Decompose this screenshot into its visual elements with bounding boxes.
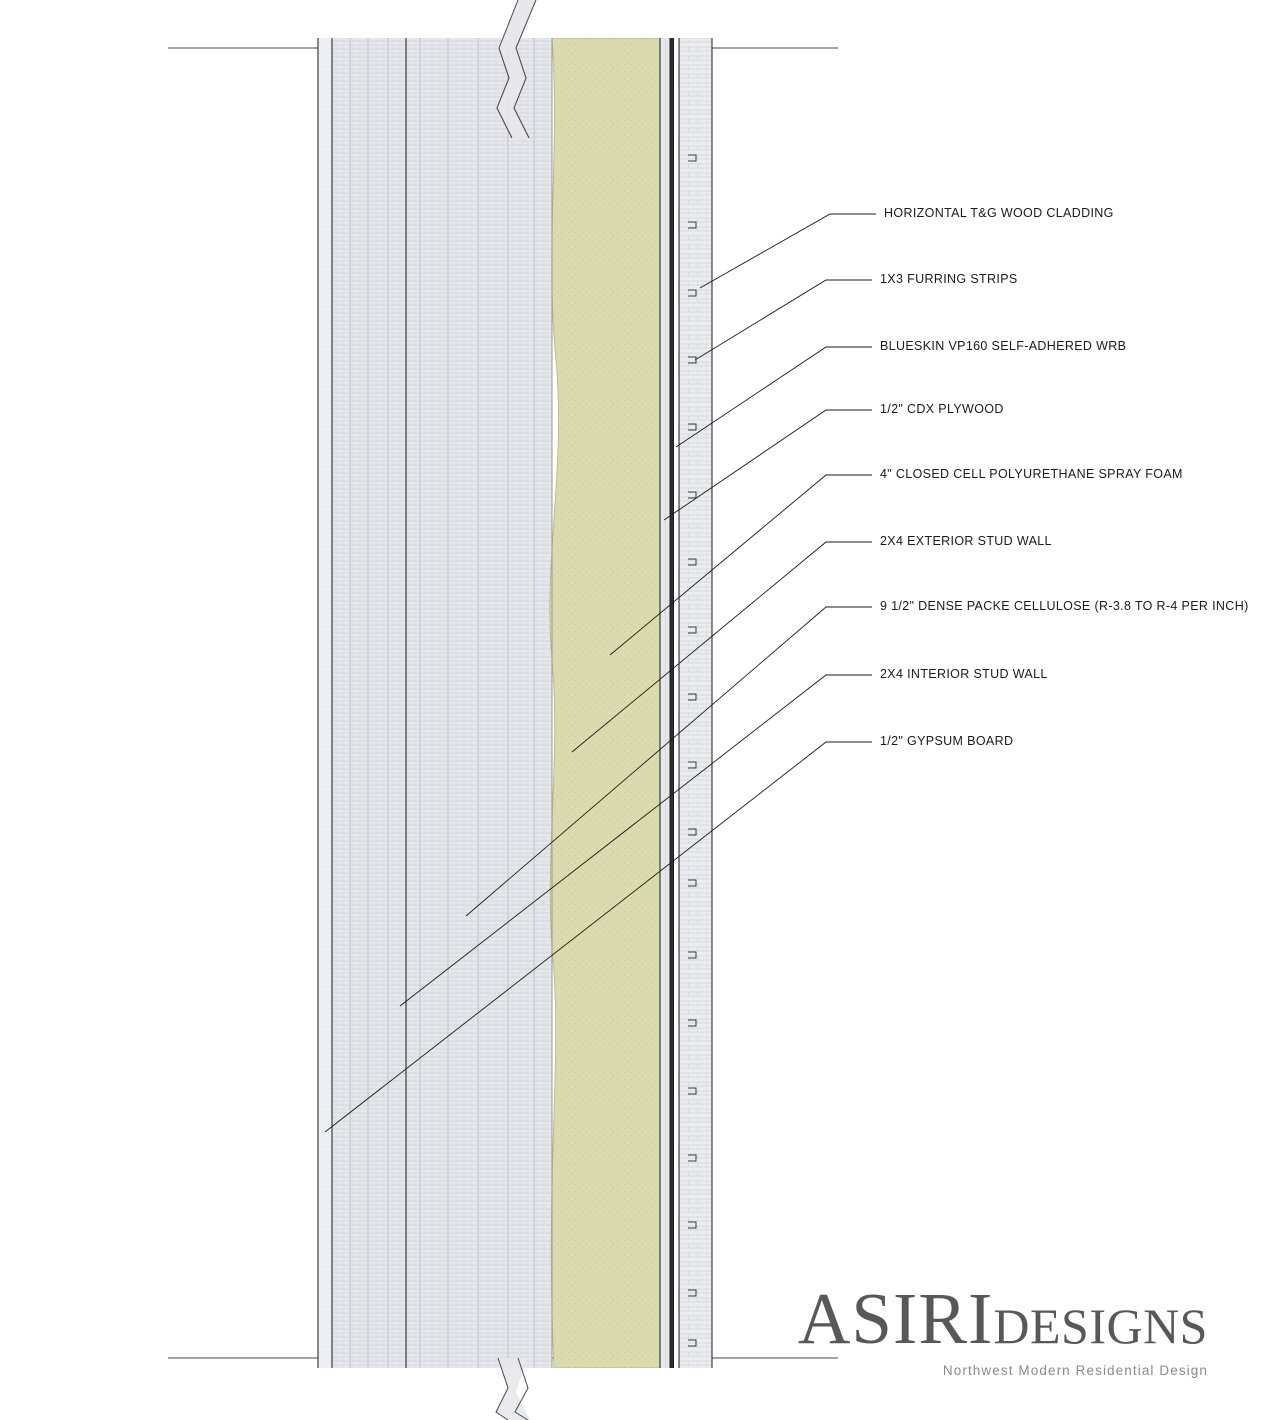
callout-label-wrb: BLUESKIN VP160 SELF-ADHERED WRB [880,339,1127,353]
layer-interior-stud-cavity [332,38,406,1368]
layer-spray-foam [550,38,660,1368]
logo-wordmark [797,1277,1208,1359]
callout-label-sprayfoam: 4" CLOSED CELL POLYURETHANE SPRAY FOAM [880,467,1183,481]
callout-label-cellulose: 9 1/2" DENSE PACKE CELLULOSE (R-3.8 TO R-4 PER INCH) [880,599,1249,613]
callout-label-cladding: HORIZONTAL T&G WOOD CLADDING [884,206,1114,220]
wall-assembly [318,38,712,1368]
leader-line-furring [695,280,872,360]
callout-label-int_stud: 2X4 INTERIOR STUD WALL [880,667,1048,681]
callout-label-gypsum: 1/2" GYPSUM BOARD [880,734,1014,748]
logo-secondary-text: DESIGNS [993,1297,1208,1354]
layer-furring-and-cladding [679,38,712,1368]
leader-line-cladding [700,214,876,288]
callout-label-ext_stud: 2X4 EXTERIOR STUD WALL [880,534,1052,548]
layer-gypsum-board [318,38,332,1368]
asiri-designs-logo [797,1277,1208,1378]
layer-blueskin-wrb [670,38,674,1368]
logo-tagline: Northwest Modern Residential Design [942,1363,1208,1378]
layer-dense-pack-cellulose [406,38,552,1368]
layer-cdx-plywood [660,38,670,1368]
callout-label-furring: 1X3 FURRING STRIPS [880,272,1018,286]
callout-label-plywood: 1/2" CDX PLYWOOD [880,402,1004,416]
logo-primary-text: ASIRI [797,1277,994,1359]
